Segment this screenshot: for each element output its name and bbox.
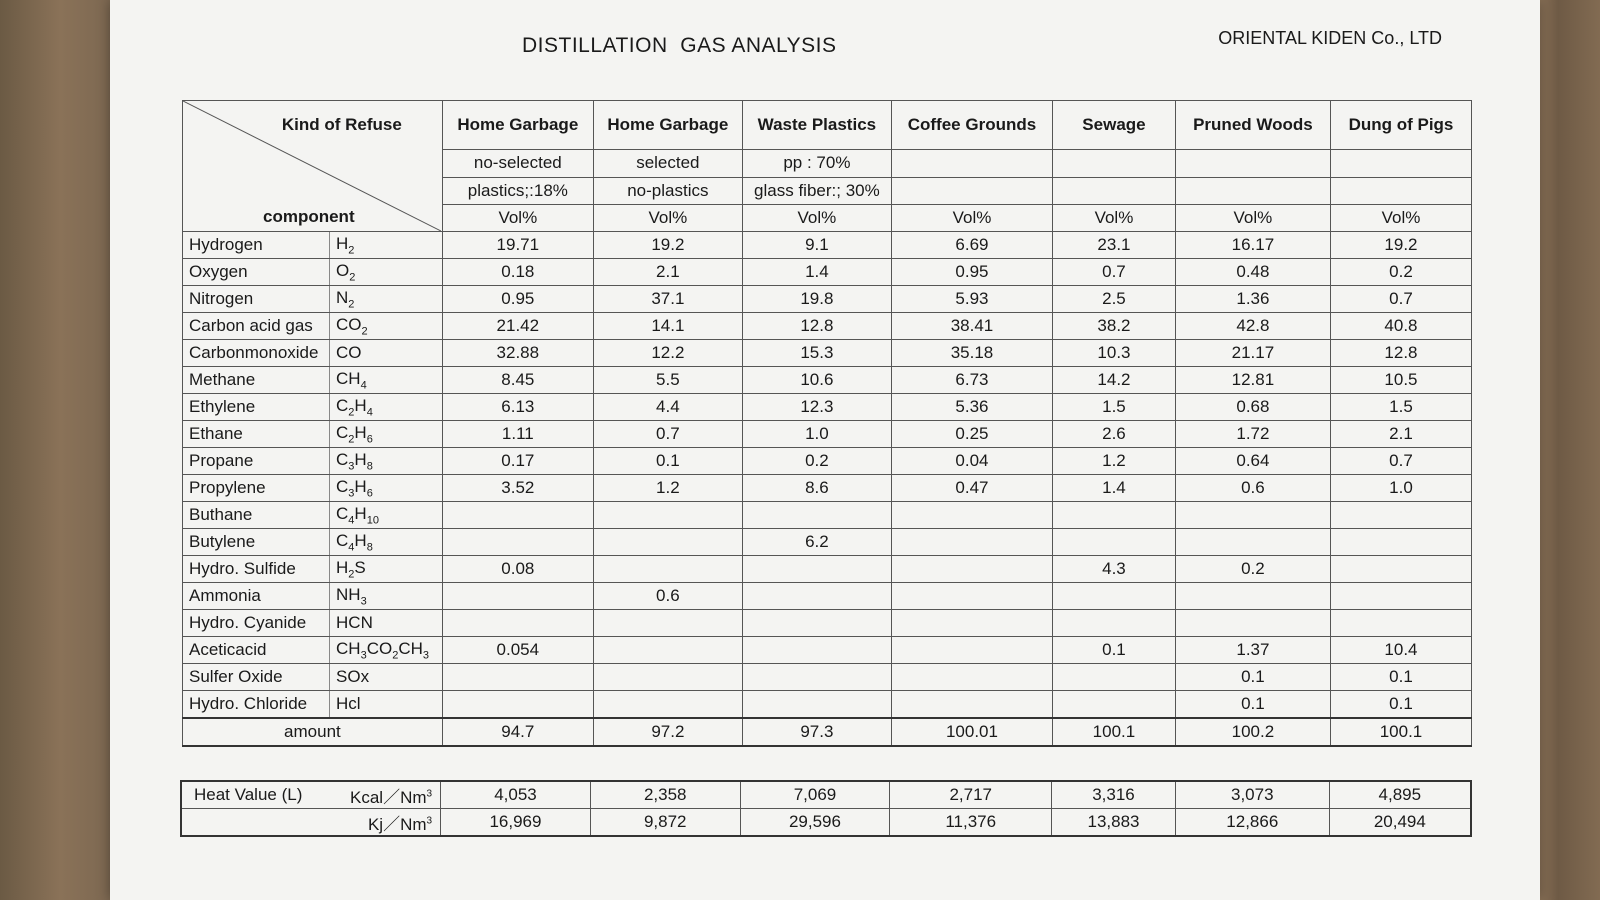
component-formula: $CH_4$ — [330, 367, 443, 394]
table-row — [183, 448, 1472, 475]
value-cell: 0.64 — [1175, 448, 1330, 475]
heat-row-kcal — [181, 781, 1471, 809]
value-cell — [1053, 610, 1176, 637]
value-cell: 1.36 — [1175, 286, 1330, 313]
value-cell — [442, 502, 593, 529]
value-cell: 2.6 — [1053, 421, 1176, 448]
component-name: Carbon acid gas — [183, 313, 330, 340]
value-cell: 0.6 — [1175, 475, 1330, 502]
value-cell — [1330, 529, 1471, 556]
value-cell: 19.2 — [593, 232, 742, 259]
column-header-5: Sewage — [1053, 101, 1176, 150]
table-row — [183, 475, 1472, 502]
value-cell: 10.6 — [742, 367, 891, 394]
value-cell: 2.5 — [1053, 286, 1176, 313]
total-value: 100.1 — [1053, 718, 1176, 746]
component-name: Sulfer Oxide — [183, 664, 330, 691]
component-formula: SOx — [330, 664, 443, 691]
table-row — [183, 421, 1472, 448]
value-cell: 0.7 — [1330, 286, 1471, 313]
table-row — [183, 610, 1472, 637]
component-formula: $C_4H_{10}$ — [330, 502, 443, 529]
value-cell: 42.8 — [1175, 313, 1330, 340]
value-cell — [742, 664, 891, 691]
table-row — [183, 529, 1472, 556]
value-cell: 6.69 — [891, 232, 1052, 259]
value-cell: 14.2 — [1053, 367, 1176, 394]
value-cell: 0.04 — [891, 448, 1052, 475]
component-name: Oxygen — [183, 259, 330, 286]
total-value: 97.3 — [742, 718, 891, 746]
column-header-3: Waste Plastics — [742, 101, 891, 150]
column-note2-4 — [891, 177, 1052, 204]
value-cell — [742, 610, 891, 637]
heat-kj-value: 13,883 — [1052, 809, 1176, 837]
value-cell — [742, 556, 891, 583]
column-note1-1: no-selected — [442, 150, 593, 177]
value-cell: 6.2 — [742, 529, 891, 556]
value-cell: 12.8 — [742, 313, 891, 340]
value-cell — [593, 529, 742, 556]
value-cell: 21.42 — [442, 313, 593, 340]
value-cell: 1.72 — [1175, 421, 1330, 448]
total-value: 100.2 — [1175, 718, 1330, 746]
component-name: Hydrogen — [183, 232, 330, 259]
value-cell: 12.3 — [742, 394, 891, 421]
value-cell: 2.1 — [593, 259, 742, 286]
column-note2-6 — [1175, 177, 1330, 204]
value-cell: 0.95 — [891, 259, 1052, 286]
heat-kcal-value: 3,073 — [1175, 781, 1329, 809]
value-cell — [891, 691, 1052, 719]
column-unit-2: Vol% — [593, 204, 742, 231]
column-note1-4 — [891, 150, 1052, 177]
value-cell: 0.2 — [742, 448, 891, 475]
value-cell — [742, 502, 891, 529]
column-header-1: Home Garbage — [442, 101, 593, 150]
value-cell: 0.7 — [1330, 448, 1471, 475]
value-cell: 0.1 — [1175, 691, 1330, 719]
document-sheet — [110, 0, 1540, 900]
value-cell: 5.36 — [891, 394, 1052, 421]
column-note1-7 — [1330, 150, 1471, 177]
value-cell — [1175, 610, 1330, 637]
column-unit-1: Vol% — [442, 204, 593, 231]
value-cell: 10.4 — [1330, 637, 1471, 664]
heat-row-kj — [181, 809, 1471, 837]
table-row — [183, 583, 1472, 610]
component-formula: $H_2$ — [330, 232, 443, 259]
value-cell — [891, 583, 1052, 610]
component-formula: $C_2H_4$ — [330, 394, 443, 421]
value-cell: 1.0 — [742, 421, 891, 448]
component-name: Propane — [183, 448, 330, 475]
value-cell — [593, 556, 742, 583]
column-header-2: Home Garbage — [593, 101, 742, 150]
corner-label-component: component — [263, 207, 355, 226]
value-cell: 23.1 — [1053, 232, 1176, 259]
component-formula: CO — [330, 340, 443, 367]
company-name: ORIENTAL KIDEN Co., LTD — [1218, 28, 1442, 48]
value-cell: 0.18 — [442, 259, 593, 286]
component-name: Ethane — [183, 421, 330, 448]
value-cell: 10.5 — [1330, 367, 1471, 394]
value-cell — [593, 502, 742, 529]
value-cell: 37.1 — [593, 286, 742, 313]
column-note1-2: selected — [593, 150, 742, 177]
value-cell — [1053, 664, 1176, 691]
value-cell: 19.2 — [1330, 232, 1471, 259]
table-row — [183, 259, 1472, 286]
value-cell — [1330, 556, 1471, 583]
column-note2-7 — [1330, 177, 1471, 204]
total-value: 100.01 — [891, 718, 1052, 746]
corner-diagonal — [183, 101, 442, 231]
value-cell: 1.37 — [1175, 637, 1330, 664]
component-name: Hydro. Cyanide — [183, 610, 330, 637]
value-cell — [1053, 502, 1176, 529]
value-cell: 1.11 — [442, 421, 593, 448]
value-cell: 32.88 — [442, 340, 593, 367]
value-cell — [891, 502, 1052, 529]
value-cell: 0.2 — [1175, 556, 1330, 583]
column-header-4: Coffee Grounds — [891, 101, 1052, 150]
value-cell: 0.68 — [1175, 394, 1330, 421]
component-name: Aceticacid — [183, 637, 330, 664]
total-value: 97.2 — [593, 718, 742, 746]
value-cell: 19.8 — [742, 286, 891, 313]
table-row — [183, 340, 1472, 367]
gas-analysis-table — [182, 100, 1472, 747]
value-cell: 40.8 — [1330, 313, 1471, 340]
value-cell — [891, 664, 1052, 691]
component-name: Propylene — [183, 475, 330, 502]
value-cell: 0.6 — [593, 583, 742, 610]
header-row-names — [183, 101, 1472, 150]
value-cell: 0.7 — [593, 421, 742, 448]
value-cell — [1330, 583, 1471, 610]
corner-header-cell — [183, 101, 443, 232]
table-row — [183, 394, 1472, 421]
value-cell: 38.41 — [891, 313, 1052, 340]
component-name: Hydro. Sulfide — [183, 556, 330, 583]
total-value: 94.7 — [442, 718, 593, 746]
value-cell: 12.81 — [1175, 367, 1330, 394]
value-cell — [742, 691, 891, 719]
table-row — [183, 232, 1472, 259]
table-row — [183, 502, 1472, 529]
value-cell — [1053, 529, 1176, 556]
value-cell: 0.054 — [442, 637, 593, 664]
value-cell: 8.6 — [742, 475, 891, 502]
value-cell: 0.95 — [442, 286, 593, 313]
value-cell: 12.8 — [1330, 340, 1471, 367]
component-formula: $CO_2$ — [330, 313, 443, 340]
value-cell: 6.73 — [891, 367, 1052, 394]
value-cell — [1330, 610, 1471, 637]
heat-kj-value: 16,969 — [441, 809, 591, 837]
value-cell — [1053, 583, 1176, 610]
column-unit-6: Vol% — [1175, 204, 1330, 231]
heat-kj-value: 11,376 — [890, 809, 1052, 837]
value-cell: 1.5 — [1330, 394, 1471, 421]
column-note1-6 — [1175, 150, 1330, 177]
value-cell: 12.2 — [593, 340, 742, 367]
value-cell — [1330, 502, 1471, 529]
value-cell — [593, 691, 742, 719]
component-formula: $H_2S$ — [330, 556, 443, 583]
value-cell — [1175, 529, 1330, 556]
column-note1-5 — [1053, 150, 1176, 177]
value-cell — [742, 637, 891, 664]
heat-kcal-value: 2,358 — [590, 781, 740, 809]
value-cell: 0.08 — [442, 556, 593, 583]
column-unit-4: Vol% — [891, 204, 1052, 231]
value-cell: 16.17 — [1175, 232, 1330, 259]
value-cell: 0.1 — [1330, 691, 1471, 719]
component-formula: HCN — [330, 610, 443, 637]
value-cell: 0.1 — [1175, 664, 1330, 691]
value-cell — [1175, 502, 1330, 529]
table-row — [183, 367, 1472, 394]
value-cell: 0.1 — [1330, 664, 1471, 691]
component-name: Hydro. Chloride — [183, 691, 330, 719]
value-cell — [891, 556, 1052, 583]
value-cell: 15.3 — [742, 340, 891, 367]
component-formula: $C_3H_8$ — [330, 448, 443, 475]
value-cell — [891, 529, 1052, 556]
column-header-7: Dung of Pigs — [1330, 101, 1471, 150]
value-cell: 1.4 — [1053, 475, 1176, 502]
document-title: DISTILLATION GAS ANALYSIS — [522, 34, 837, 57]
value-cell — [891, 637, 1052, 664]
column-note2-2: no-plastics — [593, 177, 742, 204]
value-cell — [442, 664, 593, 691]
table-row — [183, 313, 1472, 340]
column-unit-3: Vol% — [742, 204, 891, 231]
component-formula: $C_2H_6$ — [330, 421, 443, 448]
value-cell — [742, 583, 891, 610]
heat-kcal-value: 2,717 — [890, 781, 1052, 809]
value-cell: 6.13 — [442, 394, 593, 421]
value-cell: 1.5 — [1053, 394, 1176, 421]
value-cell: 0.7 — [1053, 259, 1176, 286]
heat-kj-value: 29,596 — [740, 809, 890, 837]
component-name: Buthane — [183, 502, 330, 529]
value-cell: 1.2 — [593, 475, 742, 502]
component-formula: $N_2$ — [330, 286, 443, 313]
value-cell — [593, 610, 742, 637]
value-cell: 9.1 — [742, 232, 891, 259]
component-name: Nitrogen — [183, 286, 330, 313]
component-name: Ethylene — [183, 394, 330, 421]
heat-kj-value: 20,494 — [1329, 809, 1471, 837]
table-row — [183, 637, 1472, 664]
value-cell: 0.47 — [891, 475, 1052, 502]
column-note2-1: plastics;:18% — [442, 177, 593, 204]
value-cell — [442, 691, 593, 719]
value-cell: 0.2 — [1330, 259, 1471, 286]
heat-kcal-value: 3,316 — [1052, 781, 1176, 809]
value-cell — [1053, 691, 1176, 719]
value-cell — [593, 637, 742, 664]
value-cell: 4.4 — [593, 394, 742, 421]
heat-kj-value: 12,866 — [1175, 809, 1329, 837]
component-formula: $C_3H_6$ — [330, 475, 443, 502]
table-row — [183, 691, 1472, 719]
component-name: Ammonia — [183, 583, 330, 610]
value-cell: 4.3 — [1053, 556, 1176, 583]
value-cell: 5.93 — [891, 286, 1052, 313]
table-row — [183, 286, 1472, 313]
wood-background-right — [1530, 0, 1600, 900]
component-formula: $O_2$ — [330, 259, 443, 286]
component-name: Butylene — [183, 529, 330, 556]
heat-value-label: Heat Value (L) — [181, 781, 321, 809]
value-cell: 1.2 — [1053, 448, 1176, 475]
component-formula: Hcl — [330, 691, 443, 719]
value-cell: 35.18 — [891, 340, 1052, 367]
heat-label-blank — [181, 809, 321, 837]
column-unit-7: Vol% — [1330, 204, 1471, 231]
component-formula: $CH_3CO_2CH_3$ — [330, 637, 443, 664]
total-label: amount — [183, 718, 443, 746]
value-cell: 14.1 — [593, 313, 742, 340]
value-cell: 0.1 — [593, 448, 742, 475]
value-cell — [442, 529, 593, 556]
value-cell: 0.48 — [1175, 259, 1330, 286]
component-name: Methane — [183, 367, 330, 394]
heat-unit-kj: Kj／Nm$^3$ — [321, 809, 441, 837]
value-cell: 19.71 — [442, 232, 593, 259]
value-cell: 2.1 — [1330, 421, 1471, 448]
heat-kj-value: 9,872 — [590, 809, 740, 837]
heat-unit-kcal: Kcal／Nm$^3$ — [321, 781, 441, 809]
heat-kcal-value: 4,895 — [1329, 781, 1471, 809]
total-value: 100.1 — [1330, 718, 1471, 746]
column-note2-3: glass fiber:; 30% — [742, 177, 891, 204]
value-cell: 10.3 — [1053, 340, 1176, 367]
value-cell — [442, 610, 593, 637]
table-row — [183, 556, 1472, 583]
value-cell: 0.1 — [1053, 637, 1176, 664]
table-row — [183, 664, 1472, 691]
component-name: Carbonmonoxide — [183, 340, 330, 367]
value-cell: 1.0 — [1330, 475, 1471, 502]
total-row — [183, 718, 1472, 746]
heat-kcal-value: 4,053 — [441, 781, 591, 809]
value-cell — [593, 664, 742, 691]
column-note1-3: pp : 70% — [742, 150, 891, 177]
value-cell — [891, 610, 1052, 637]
value-cell: 3.52 — [442, 475, 593, 502]
value-cell: 38.2 — [1053, 313, 1176, 340]
column-header-6: Pruned Woods — [1175, 101, 1330, 150]
value-cell: 0.17 — [442, 448, 593, 475]
value-cell: 0.25 — [891, 421, 1052, 448]
component-formula: $C_4H_8$ — [330, 529, 443, 556]
corner-label-refuse: Kind of Refuse — [281, 115, 402, 134]
component-formula: $NH_3$ — [330, 583, 443, 610]
value-cell: 21.17 — [1175, 340, 1330, 367]
column-note2-5 — [1053, 177, 1176, 204]
value-cell: 5.5 — [593, 367, 742, 394]
heat-kcal-value: 7,069 — [740, 781, 890, 809]
value-cell: 1.4 — [742, 259, 891, 286]
value-cell: 8.45 — [442, 367, 593, 394]
heat-value-table — [180, 780, 1472, 837]
value-cell — [1175, 583, 1330, 610]
column-unit-5: Vol% — [1053, 204, 1176, 231]
value-cell — [442, 583, 593, 610]
